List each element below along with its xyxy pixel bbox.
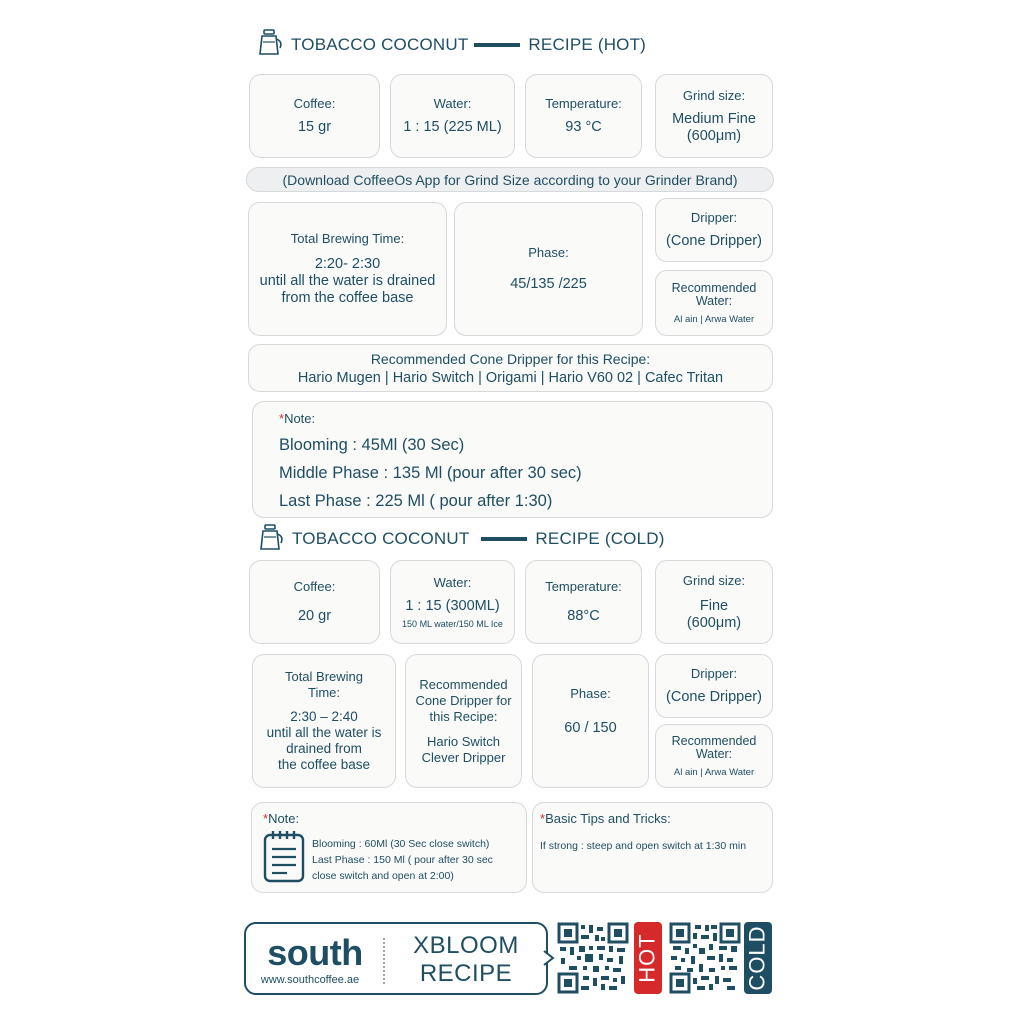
phase-label: Phase:	[570, 686, 611, 701]
hot-brewing-time-card	[248, 202, 447, 336]
temperature-value: 88°C	[567, 608, 600, 624]
tips-text: If strong : steep and open switch at 1:30 min	[540, 840, 747, 852]
cold-recipe-label: RECIPE (COLD)	[535, 529, 665, 548]
hot-recommended-dripper-card	[248, 344, 773, 392]
coffee-value: 20 gr	[297, 608, 332, 624]
note-heading	[279, 411, 315, 426]
xbloom-text: XBLOOM	[413, 932, 519, 959]
cold-title: TOBACCO COCONUT	[292, 529, 470, 548]
water-value: 1 : 15 (225 ML)	[403, 119, 502, 135]
kettle-icon	[259, 523, 285, 553]
water-label: Water:	[433, 96, 472, 111]
note-middle-phase: Middle Phase : 135 Ml (pour after 30 sec)	[279, 464, 582, 482]
cold-phase-card	[532, 654, 649, 788]
temperature-value: 93 °C	[565, 119, 602, 135]
cold-recommended-dripper-card	[405, 654, 522, 788]
hot-dripper-card	[655, 198, 773, 262]
grind-label: Grind size:	[682, 572, 746, 588]
header-dash	[474, 43, 520, 47]
dripper-label: Dripper:	[690, 666, 738, 681]
hot-coffee-card	[249, 74, 380, 158]
cold-temperature-card	[525, 560, 642, 644]
hot-phase-card	[454, 202, 643, 336]
header-dash	[481, 537, 527, 541]
hot-tag-text: HOT	[635, 933, 661, 983]
download-app-text: (Download CoffeeOs App for Grind Size according to your Grinder Brand)	[282, 171, 738, 188]
brewing-time-value: 2:30 – 2:40	[290, 709, 358, 724]
banner-arrow-icon	[543, 950, 555, 966]
hot-recommended-water-card	[655, 270, 773, 336]
cold-dripper-card	[655, 654, 773, 718]
download-app-banner	[246, 167, 774, 192]
tips-heading	[540, 811, 671, 826]
temperature-label: Temperature:	[545, 579, 622, 594]
recommended-dripper-list: Hario Mugen | Hario Switch | Origami | Hario V60 02 | Cafec Tritan	[297, 369, 724, 386]
cold-tag-text: COLD	[745, 925, 770, 991]
website-link[interactable]: www.southcoffee.ae	[260, 974, 360, 986]
note-asterisk: *	[263, 811, 269, 826]
south-logo: south	[267, 932, 363, 973]
cold-tag	[744, 922, 772, 994]
note-blooming: Blooming : 60Ml (30 Sec close switch)	[312, 838, 490, 850]
note-label: Note:	[268, 811, 300, 826]
divider	[383, 938, 385, 984]
note-last-phase-cont: close switch and open at 2:00)	[312, 870, 454, 882]
water-sub: 150 ML water/150 ML Ice	[402, 619, 503, 629]
brewing-time-label-1: Total Brewing	[284, 669, 364, 684]
grind-value: Medium Fine	[672, 110, 756, 127]
dripper-value: (Cone Dripper)	[666, 689, 762, 705]
hot-recipe-label: RECIPE (HOT)	[528, 35, 647, 54]
hot-tag	[634, 922, 662, 994]
brewing-time-value: 2:20- 2:30	[314, 256, 381, 272]
recommended-water-value: Al ain | Arwa Water	[673, 313, 755, 325]
brewing-time-note-2: drained from	[286, 741, 362, 756]
tips-label: Basic Tips and Tricks:	[545, 811, 671, 826]
note-heading	[263, 811, 299, 826]
recommended-water-label-2: Water:	[695, 746, 733, 761]
water-value: 1 : 15 (300ML)	[405, 598, 500, 614]
brewing-time-note-1: until all the water is drained	[259, 273, 436, 289]
hot-temperature-card	[525, 74, 642, 158]
hot-title: TOBACCO COCONUT	[291, 35, 469, 54]
recommended-water-label-1: Recommended	[671, 280, 757, 295]
qr-code-cold[interactable]	[669, 922, 741, 994]
phase-value: 60 / 150	[564, 720, 617, 736]
recommended-dripper-value-2: Clever Dripper	[421, 749, 506, 765]
cold-tips-card	[532, 802, 773, 893]
cold-recipe-header	[292, 529, 665, 549]
recommended-dripper-label-2: Cone Dripper for	[415, 692, 512, 708]
brewing-time-label-2: Time:	[307, 685, 341, 700]
xbloom-recipe-text: RECIPE	[419, 960, 513, 987]
cold-recommended-water-card	[655, 724, 773, 788]
hot-grind-card	[655, 74, 773, 158]
recommended-water-value: Al ain | Arwa Water	[673, 766, 755, 778]
hot-recipe-header	[291, 35, 646, 55]
cold-grind-card	[655, 560, 773, 644]
recommended-dripper-label-1: Recommended	[419, 676, 508, 692]
cold-brewing-time-card	[252, 654, 396, 788]
recommended-dripper-label-3: this Recipe:	[429, 708, 498, 724]
kettle-icon	[258, 28, 284, 58]
hot-water-card	[390, 74, 515, 158]
note-last-phase: Last Phase : 225 Ml ( pour after 1:30)	[279, 492, 553, 510]
coffee-label: Coffee:	[293, 579, 336, 594]
tips-asterisk: *	[540, 811, 546, 826]
coffee-label: Coffee:	[293, 96, 336, 111]
phase-value: 45/135 /225	[510, 276, 587, 292]
brewing-time-note-1: until all the water is	[266, 725, 382, 740]
note-asterisk: *	[279, 411, 285, 426]
coffee-value: 15 gr	[297, 119, 332, 135]
note-label: Note:	[284, 411, 316, 426]
grind-label: Grind size:	[682, 87, 746, 103]
phase-label: Phase:	[528, 245, 569, 260]
cold-note-lines	[312, 836, 493, 884]
grind-value: Fine	[699, 597, 729, 614]
brewing-time-note-2: from the coffee base	[281, 290, 414, 306]
brewing-time-note-3: the coffee base	[277, 757, 371, 772]
note-last-phase: Last Phase : 150 Ml ( pour after 30 sec	[312, 854, 493, 866]
qr-code-hot[interactable]	[557, 922, 629, 994]
water-label: Water:	[433, 575, 472, 590]
dripper-value: (Cone Dripper)	[666, 233, 762, 249]
brewing-time-label: Total Brewing Time:	[290, 231, 405, 246]
recommended-dripper-title: Recommended Cone Dripper for this Recipe:	[370, 350, 651, 367]
grind-microns: (600μm)	[686, 614, 742, 631]
dripper-label: Dripper:	[690, 210, 738, 225]
note-blooming: Blooming : 45Ml (30 Sec)	[279, 436, 465, 454]
footer-banner	[244, 922, 548, 995]
recommended-water-label-1: Recommended	[671, 733, 757, 748]
cold-coffee-card	[249, 560, 380, 644]
grind-microns: (600μm)	[686, 127, 742, 144]
recommended-water-label-2: Water:	[695, 293, 733, 308]
hot-note-card	[252, 401, 773, 518]
notepad-icon	[263, 829, 305, 883]
recommended-dripper-value-1: Hario Switch	[427, 733, 500, 749]
temperature-label: Temperature:	[545, 96, 622, 111]
cold-water-card	[390, 560, 515, 644]
